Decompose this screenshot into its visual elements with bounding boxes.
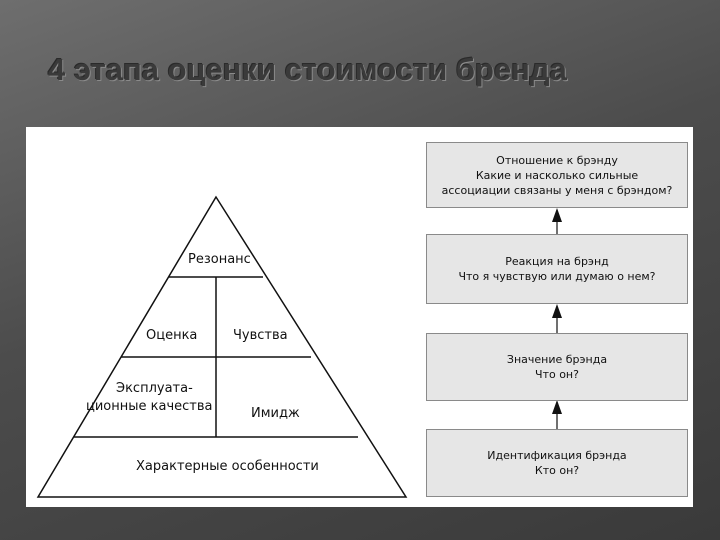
stage-box-attitude-line2: Какие и насколько сильные	[475, 168, 639, 182]
arrow-stage3-to-stage2	[552, 304, 562, 333]
pyramid-label-salience: Характерные особенности	[136, 459, 319, 474]
stage-box-reaction	[426, 234, 688, 304]
stage-box-meaning	[426, 333, 688, 401]
stage-box-reaction-line1: Реакция на брэнд	[505, 255, 609, 268]
pyramid-label-image: Имидж	[251, 406, 300, 421]
pyramid-label-performance-line1: Эксплуата-	[116, 381, 193, 396]
stage-box-reaction-line2: Что я чувствую или думаю о нем?	[458, 270, 656, 283]
stage-box-identity	[426, 429, 688, 497]
stage-box-identity-line2: Кто он?	[534, 464, 580, 477]
pyramid-label-evaluation: Оценка	[146, 328, 198, 343]
stage-box-meaning-line2: Что он?	[535, 368, 579, 381]
pyramid-label-feelings: Чувства	[233, 328, 288, 343]
stage-box-attitude	[426, 142, 688, 208]
stage-box-meaning-line1: Значение брэнда	[506, 353, 608, 366]
arrow-stage4-to-stage3	[552, 400, 562, 429]
stage-box-attitude-line1: Отношение к брэнду	[496, 153, 618, 167]
stage-box-identity-line1: Идентификация брэнда	[487, 449, 627, 462]
diagram-panel	[26, 127, 693, 507]
pyramid-label-resonance: Резонанс	[188, 252, 251, 267]
pyramid-label-performance-line2: ционные качества	[86, 399, 213, 414]
pyramid-outline	[38, 197, 406, 497]
arrow-stage2-to-stage1	[552, 208, 562, 234]
stage-box-attitude-line3: ассоциации связаны у меня с брэндом?	[441, 183, 673, 197]
slide-title: 4 этапа оценки стоимости бренда	[48, 52, 567, 87]
